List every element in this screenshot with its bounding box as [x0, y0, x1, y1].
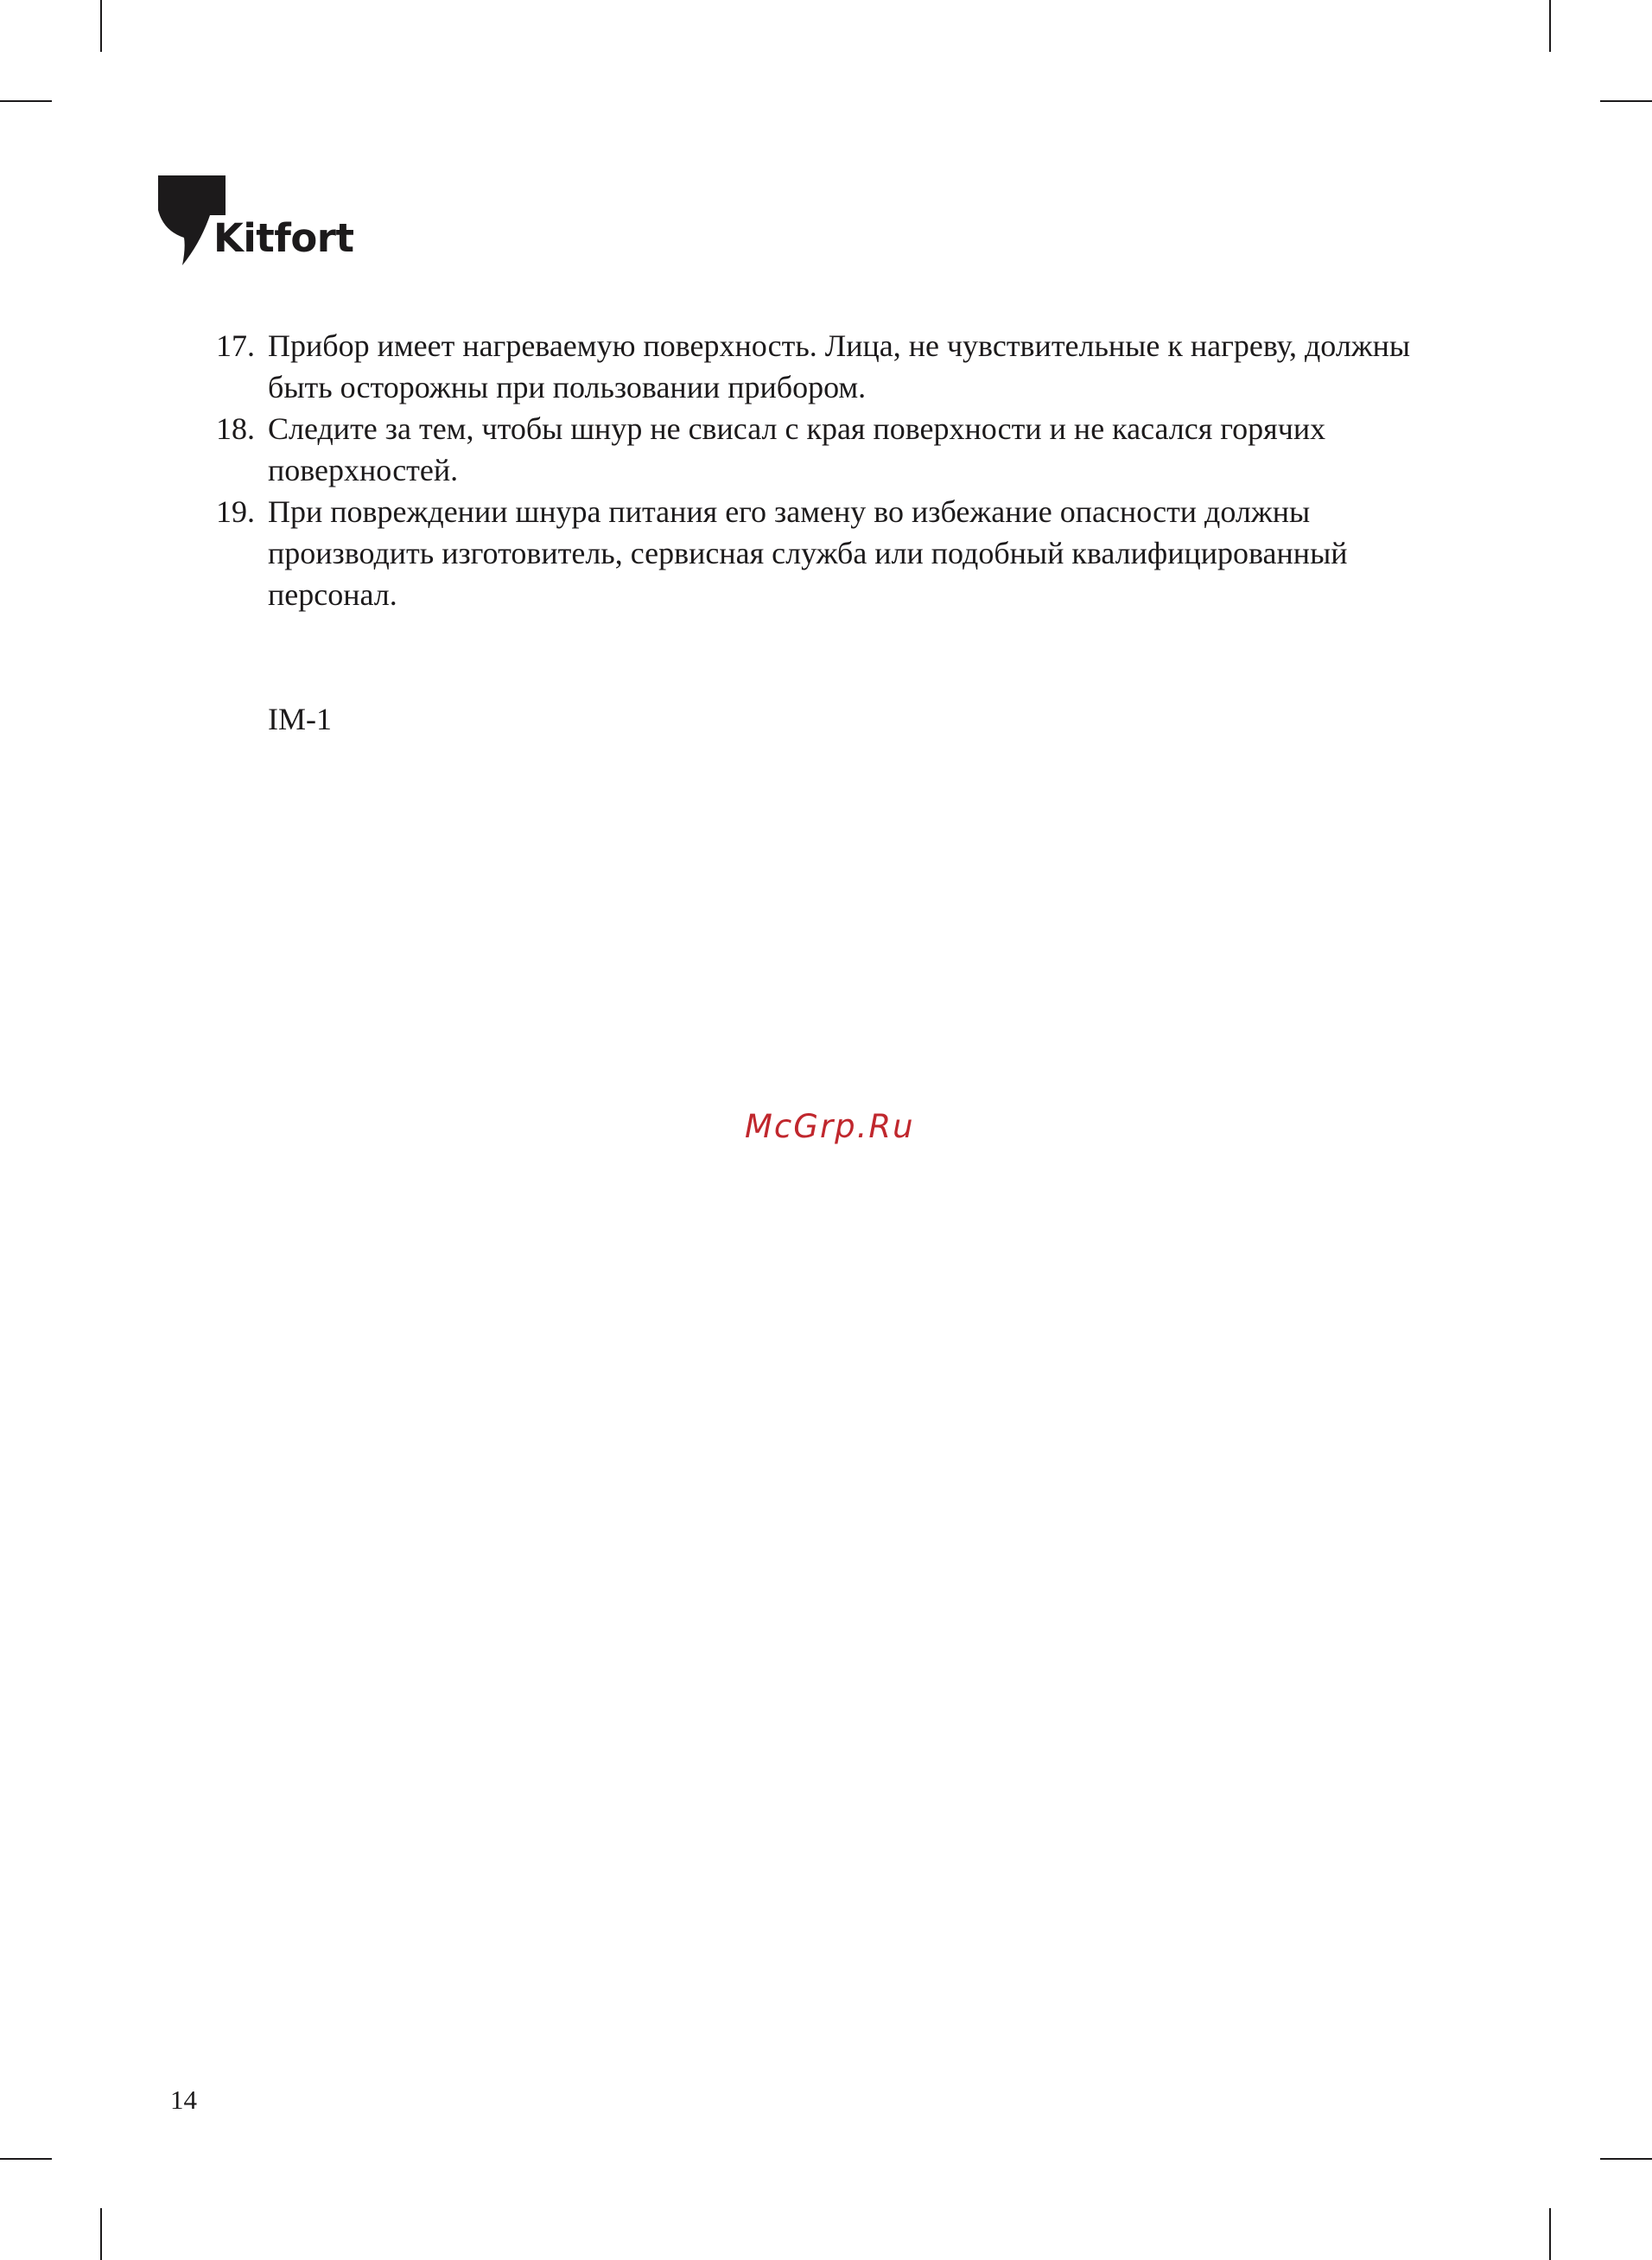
list-item-number: 18.: [216, 411, 255, 446]
crop-mark-top-right-horizontal: [1600, 100, 1652, 102]
list-item: [216, 408, 1469, 491]
crop-mark-top-right-vertical: [1549, 0, 1551, 52]
crop-mark-top-left-vertical: [100, 0, 102, 52]
crop-mark-bottom-left-horizontal: [0, 2158, 52, 2160]
list-item-text: При повреждении шнура питания его замену во избежание опасности должны производить изготовитель, сервисная служба или подобный квалифицированный персонал.: [268, 494, 1348, 612]
list-item: [216, 491, 1469, 615]
crop-mark-bottom-right-vertical: [1549, 2208, 1551, 2260]
page-number: 14: [170, 2085, 197, 2115]
brand-logo-wordmark: Kitfort: [213, 215, 354, 261]
list-item: [216, 325, 1469, 408]
list-item-number: 19.: [216, 494, 255, 529]
model-code: IM-1: [268, 702, 332, 736]
list-item-text: Прибор имеет нагреваемую поверхность. Лица, не чувствительные к нагреву, должны быть осторожны при пользовании прибором.: [268, 328, 1411, 404]
list-item-number: 17.: [216, 328, 255, 363]
safety-instructions-list: [216, 325, 1469, 615]
crop-mark-bottom-right-horizontal: [1600, 2158, 1652, 2160]
crop-mark-bottom-left-vertical: [100, 2208, 102, 2260]
list-item-text: Следите за тем, чтобы шнур не свисал с края поверхности и не касался горячих поверхностей.: [268, 411, 1326, 487]
watermark-text: McGrp.Ru: [745, 1108, 915, 1145]
brand-logo: [158, 175, 357, 271]
crop-mark-top-left-horizontal: [0, 100, 52, 102]
